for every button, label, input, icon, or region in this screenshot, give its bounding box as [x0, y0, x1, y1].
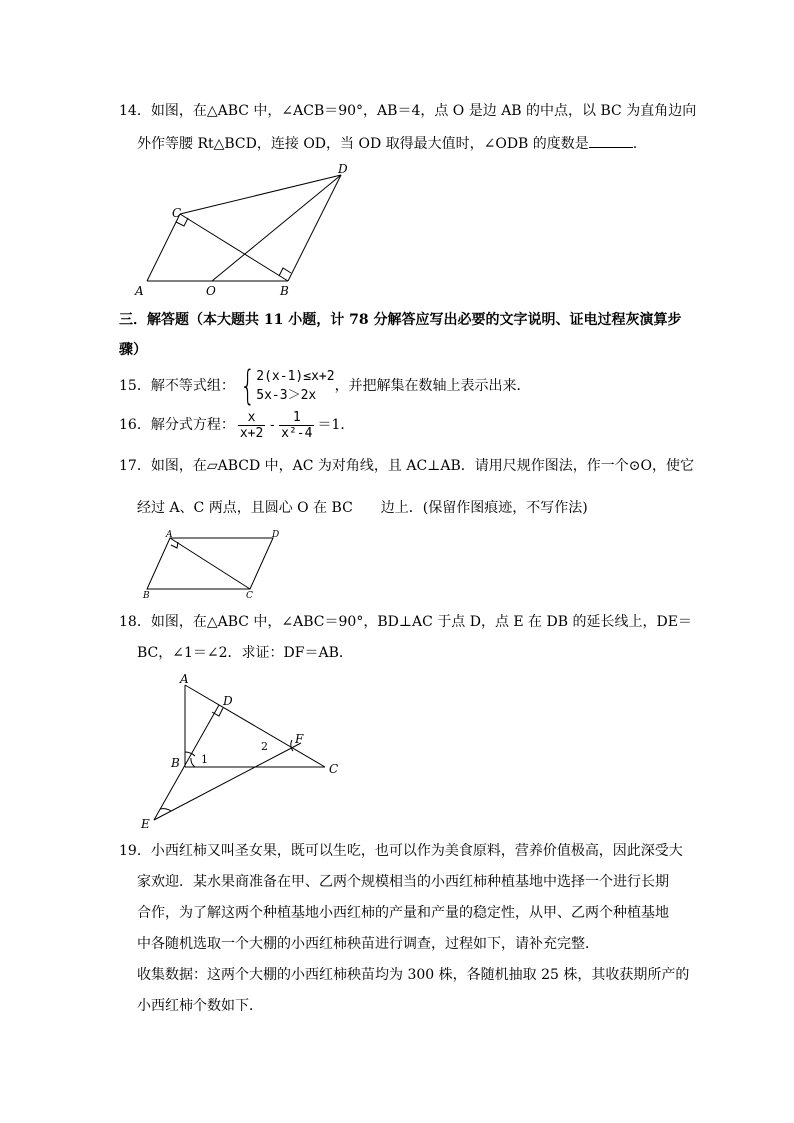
section3-heading-line2: 骤）	[119, 342, 147, 358]
q19-line3: 合作，为了解这两个种植基地小西红柿的产量和产量的稳定性，从甲、乙两个种植基地	[137, 905, 669, 921]
q18-label-angle-1: 1	[201, 753, 208, 766]
brace-icon: {	[239, 363, 256, 409]
q18-label-angle-2: 2	[261, 740, 268, 753]
q17-label-B: B	[143, 591, 150, 600]
q15-ineq2: 5x-3＞2x	[256, 388, 317, 403]
q16-prefix: 16．解分式方程：	[119, 417, 235, 433]
q15-suffix: ，并把解集在数轴上表示出来．	[334, 378, 531, 394]
q14-line2-text: 外作等腰 Rt△BCD，连接 OD，当 OD 取得最大值时，∠ODB 的度数是	[137, 136, 589, 152]
q16-frac2-den: x²-4	[281, 425, 313, 441]
q14-segment-DB	[288, 175, 341, 281]
q14-figure	[130, 158, 360, 300]
q16-frac2-num: 1	[279, 410, 314, 426]
q18-angle-arc-E	[160, 809, 171, 811]
q17-label-C: C	[246, 591, 253, 600]
q16-fraction-2	[279, 410, 314, 441]
q19-line5: 收集数据：这两个大棚的小西红柿秧苗均为 300 株，各随机抽取 25 株，其收获期所产的	[137, 967, 690, 983]
q19-line2: 家欢迎．某水果商准备在甲、乙两个规模相当的小西红柿种植基地中选择一个进行长期	[137, 874, 669, 890]
q14-segment-AC	[147, 214, 180, 281]
q18-label-B: B	[171, 756, 180, 770]
q14-line2	[137, 133, 637, 154]
q15-line	[119, 363, 531, 409]
q16-frac1-den: x+2	[239, 425, 264, 441]
q18-figure	[135, 670, 350, 835]
q19-line4: 中各随机选取一个大棚的小西红柿秧苗进行调查，过程如下，请补充完整．	[137, 936, 599, 952]
q17-figure	[138, 528, 288, 600]
q14-right-angle-B	[279, 268, 291, 276]
q18-angle-arc-2	[291, 740, 293, 751]
q14-answer-blank	[589, 133, 633, 148]
q18-line2: BC，∠1＝∠2．求证：DF＝AB．	[137, 645, 353, 661]
section3-heading-line1: 三．解答题（本大题共 11 小题，计 78 分解答应写出必要的文字说明、证电过程灰演算步	[119, 312, 682, 328]
q14-line2-end: .	[632, 136, 638, 152]
q15-prefix: 15．解不等式组：	[119, 378, 235, 394]
q14-label-B: B	[280, 284, 289, 298]
q17-line1: 17．如图，在▱ABCD 中，AC 为对角线，且 AC⊥AB．请用尺规作图法，作一个⊙O，使它	[119, 458, 694, 474]
q17-label-D: D	[272, 530, 280, 540]
q14-line1: 14．如图，在△ABC 中，∠ACB＝90°，AB＝4，点 O 是边 AB 的中点，以 BC 为直角边向	[119, 103, 697, 119]
q16-frac1-num: x	[238, 410, 265, 426]
q14-label-C: C	[172, 206, 182, 220]
q18-label-F: F	[295, 732, 304, 746]
q16-line	[119, 408, 354, 443]
q17-line2: 经过 A、C 两点，且圆心 O 在 BC 边上．(保留作图痕迹，不写作法)	[137, 500, 588, 516]
q17-diagonal-AC	[170, 538, 250, 589]
q14-label-O: O	[206, 284, 216, 298]
q14-label-A: A	[135, 284, 144, 298]
q18-label-D: D	[223, 694, 233, 708]
q15-system	[235, 363, 335, 409]
q16-minus: -	[268, 418, 277, 433]
q18-label-E: E	[141, 817, 150, 831]
q18-label-C: C	[329, 762, 339, 776]
q19-line6: 小西红柿个数如下．	[137, 998, 263, 1014]
q17-label-A: A	[166, 530, 173, 540]
q18-label-A: A	[180, 672, 189, 686]
q16-suffix: ＝1．	[317, 417, 355, 433]
q14-label-D: D	[338, 162, 348, 176]
q16-fraction-1	[238, 410, 265, 441]
q18-line1: 18．如图，在△ABC 中，∠ABC＝90°，BD⊥AC 于点 D，点 E 在 DB 的延长线上，DE＝	[119, 614, 692, 630]
q14-segment-CB	[180, 214, 288, 281]
q19-line1: 19．小西红柿又叫圣女果，既可以生吃，也可以作为美食原料，营养价值极高，因此深受大	[119, 843, 683, 859]
q15-ineq1: 2(x-1)≤x+2	[256, 369, 335, 384]
q18-angle-arc-1	[191, 758, 195, 767]
